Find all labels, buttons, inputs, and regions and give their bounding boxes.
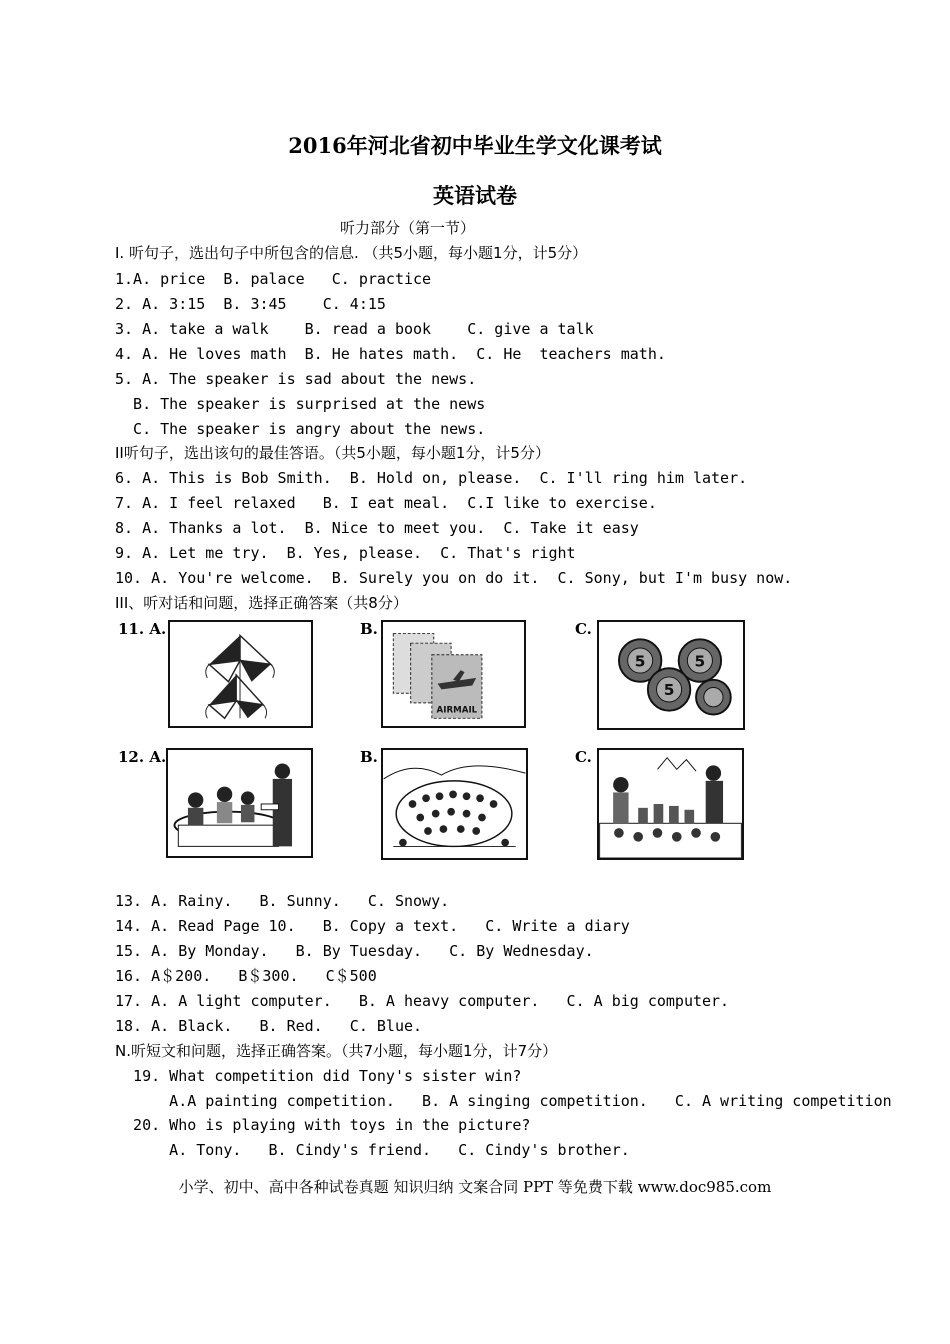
question-line: 8. A. Thanks a lot. B. Nice to meet you. C. Take it easy — [115, 519, 639, 537]
coin-label: 5 — [634, 652, 646, 671]
part1-heading: I. 听句子，选出句子中所包含的信息. （共5小题，每小题1分，计5分） — [115, 244, 588, 262]
q11-label-a: 11. A. — [118, 620, 167, 638]
coin-icon — [599, 622, 743, 728]
part2-heading: II听句子，选出该句的最佳答语。（共5小题，每小题1分，计5分） — [115, 444, 550, 462]
question-line: A.A painting competition. B. A singing competition. C. A writing competition — [115, 1092, 892, 1110]
q12-label-a: 12. A. — [118, 748, 167, 766]
question-line: C. The speaker is angry about the news. — [115, 420, 486, 438]
stamp-icon — [383, 622, 524, 726]
stamps-picture — [381, 620, 526, 728]
part4-heading: N.听短文和问题，选择正确答案。（共7小题，每小题1分，计7分） — [115, 1042, 558, 1060]
section-header: 听力部分（第一节） — [340, 219, 476, 237]
question-line: 20. Who is playing with toys in the picture? — [115, 1116, 531, 1134]
coin-label: 5 — [694, 652, 706, 671]
question-line: 17. A. A light computer. B. A heavy computer. C. A big computer. — [115, 992, 730, 1010]
family-dinner-icon — [168, 750, 311, 856]
question-line: 5. A. The speaker is sad about the news. — [115, 370, 477, 388]
question-line: 18. A. Black. B. Red. C. Blue. — [115, 1017, 423, 1035]
coins-picture — [597, 620, 745, 730]
question-line: 16. A＄200. B＄300. C＄500 — [115, 967, 377, 985]
question-line: 19. What competition did Tony's sister win? — [115, 1067, 522, 1085]
crowd-icon — [383, 750, 526, 858]
coin-label: 5 — [663, 681, 675, 700]
question-line: 4. A. He loves math B. He hates math. C. He teachers math. — [115, 345, 666, 363]
question-line: A. Tony. B. Cindy's friend. C. Cindy's brother. — [115, 1141, 630, 1159]
kite-icon — [170, 622, 311, 726]
question-line: 2. A. 3:15 B. 3:45 C. 4:15 — [115, 295, 386, 313]
shop-counter-icon — [599, 750, 742, 858]
question-line: 10. A. You're welcome. B. Surely you on do it. C. Sony, but I'm busy now. — [115, 569, 793, 587]
q12-label-c: C. — [575, 748, 592, 766]
restaurant-picture — [166, 748, 313, 858]
kite-picture — [168, 620, 313, 728]
question-line: 1.A. price B. palace C. practice — [115, 270, 432, 288]
question-line: 6. A. This is Bob Smith. B. Hold on, please. C. I'll ring him later. — [115, 469, 748, 487]
q11-label-c: C. — [575, 620, 592, 638]
question-line: 9. A. Let me try. B. Yes, please. C. That's right — [115, 544, 576, 562]
question-line: 3. A. take a walk B. read a book C. give a talk — [115, 320, 594, 338]
question-line: 13. A. Rainy. B. Sunny. C. Snowy. — [115, 892, 450, 910]
park-crowd-picture — [381, 748, 528, 860]
exam-title: 2016年河北省初中毕业生学文化课考试 — [288, 133, 662, 158]
question-line: 7. A. I feel relaxed B. I eat meal. C.I like to exercise. — [115, 494, 657, 512]
exam-subtitle: 英语试卷 — [433, 183, 517, 208]
shop-picture — [597, 748, 744, 860]
part3-heading: III、听对话和问题，选择正确答案（共8分） — [115, 594, 408, 612]
stamp-text: AIRMAIL — [436, 705, 478, 716]
question-line: 15. A. By Monday. B. By Tuesday. C. By Wednesday. — [115, 942, 594, 960]
q12-label-b: B. — [360, 748, 378, 766]
question-line: B. The speaker is surprised at the news — [115, 395, 486, 413]
q11-label-b: B. — [360, 620, 378, 638]
page-footer: 小学、初中、高中各种试卷真题 知识归纳 文案合同 PPT 等免费下载 www.doc985.com — [178, 1178, 772, 1196]
question-line: 14. A. Read Page 10. B. Copy a text. C. Write a diary — [115, 917, 630, 935]
